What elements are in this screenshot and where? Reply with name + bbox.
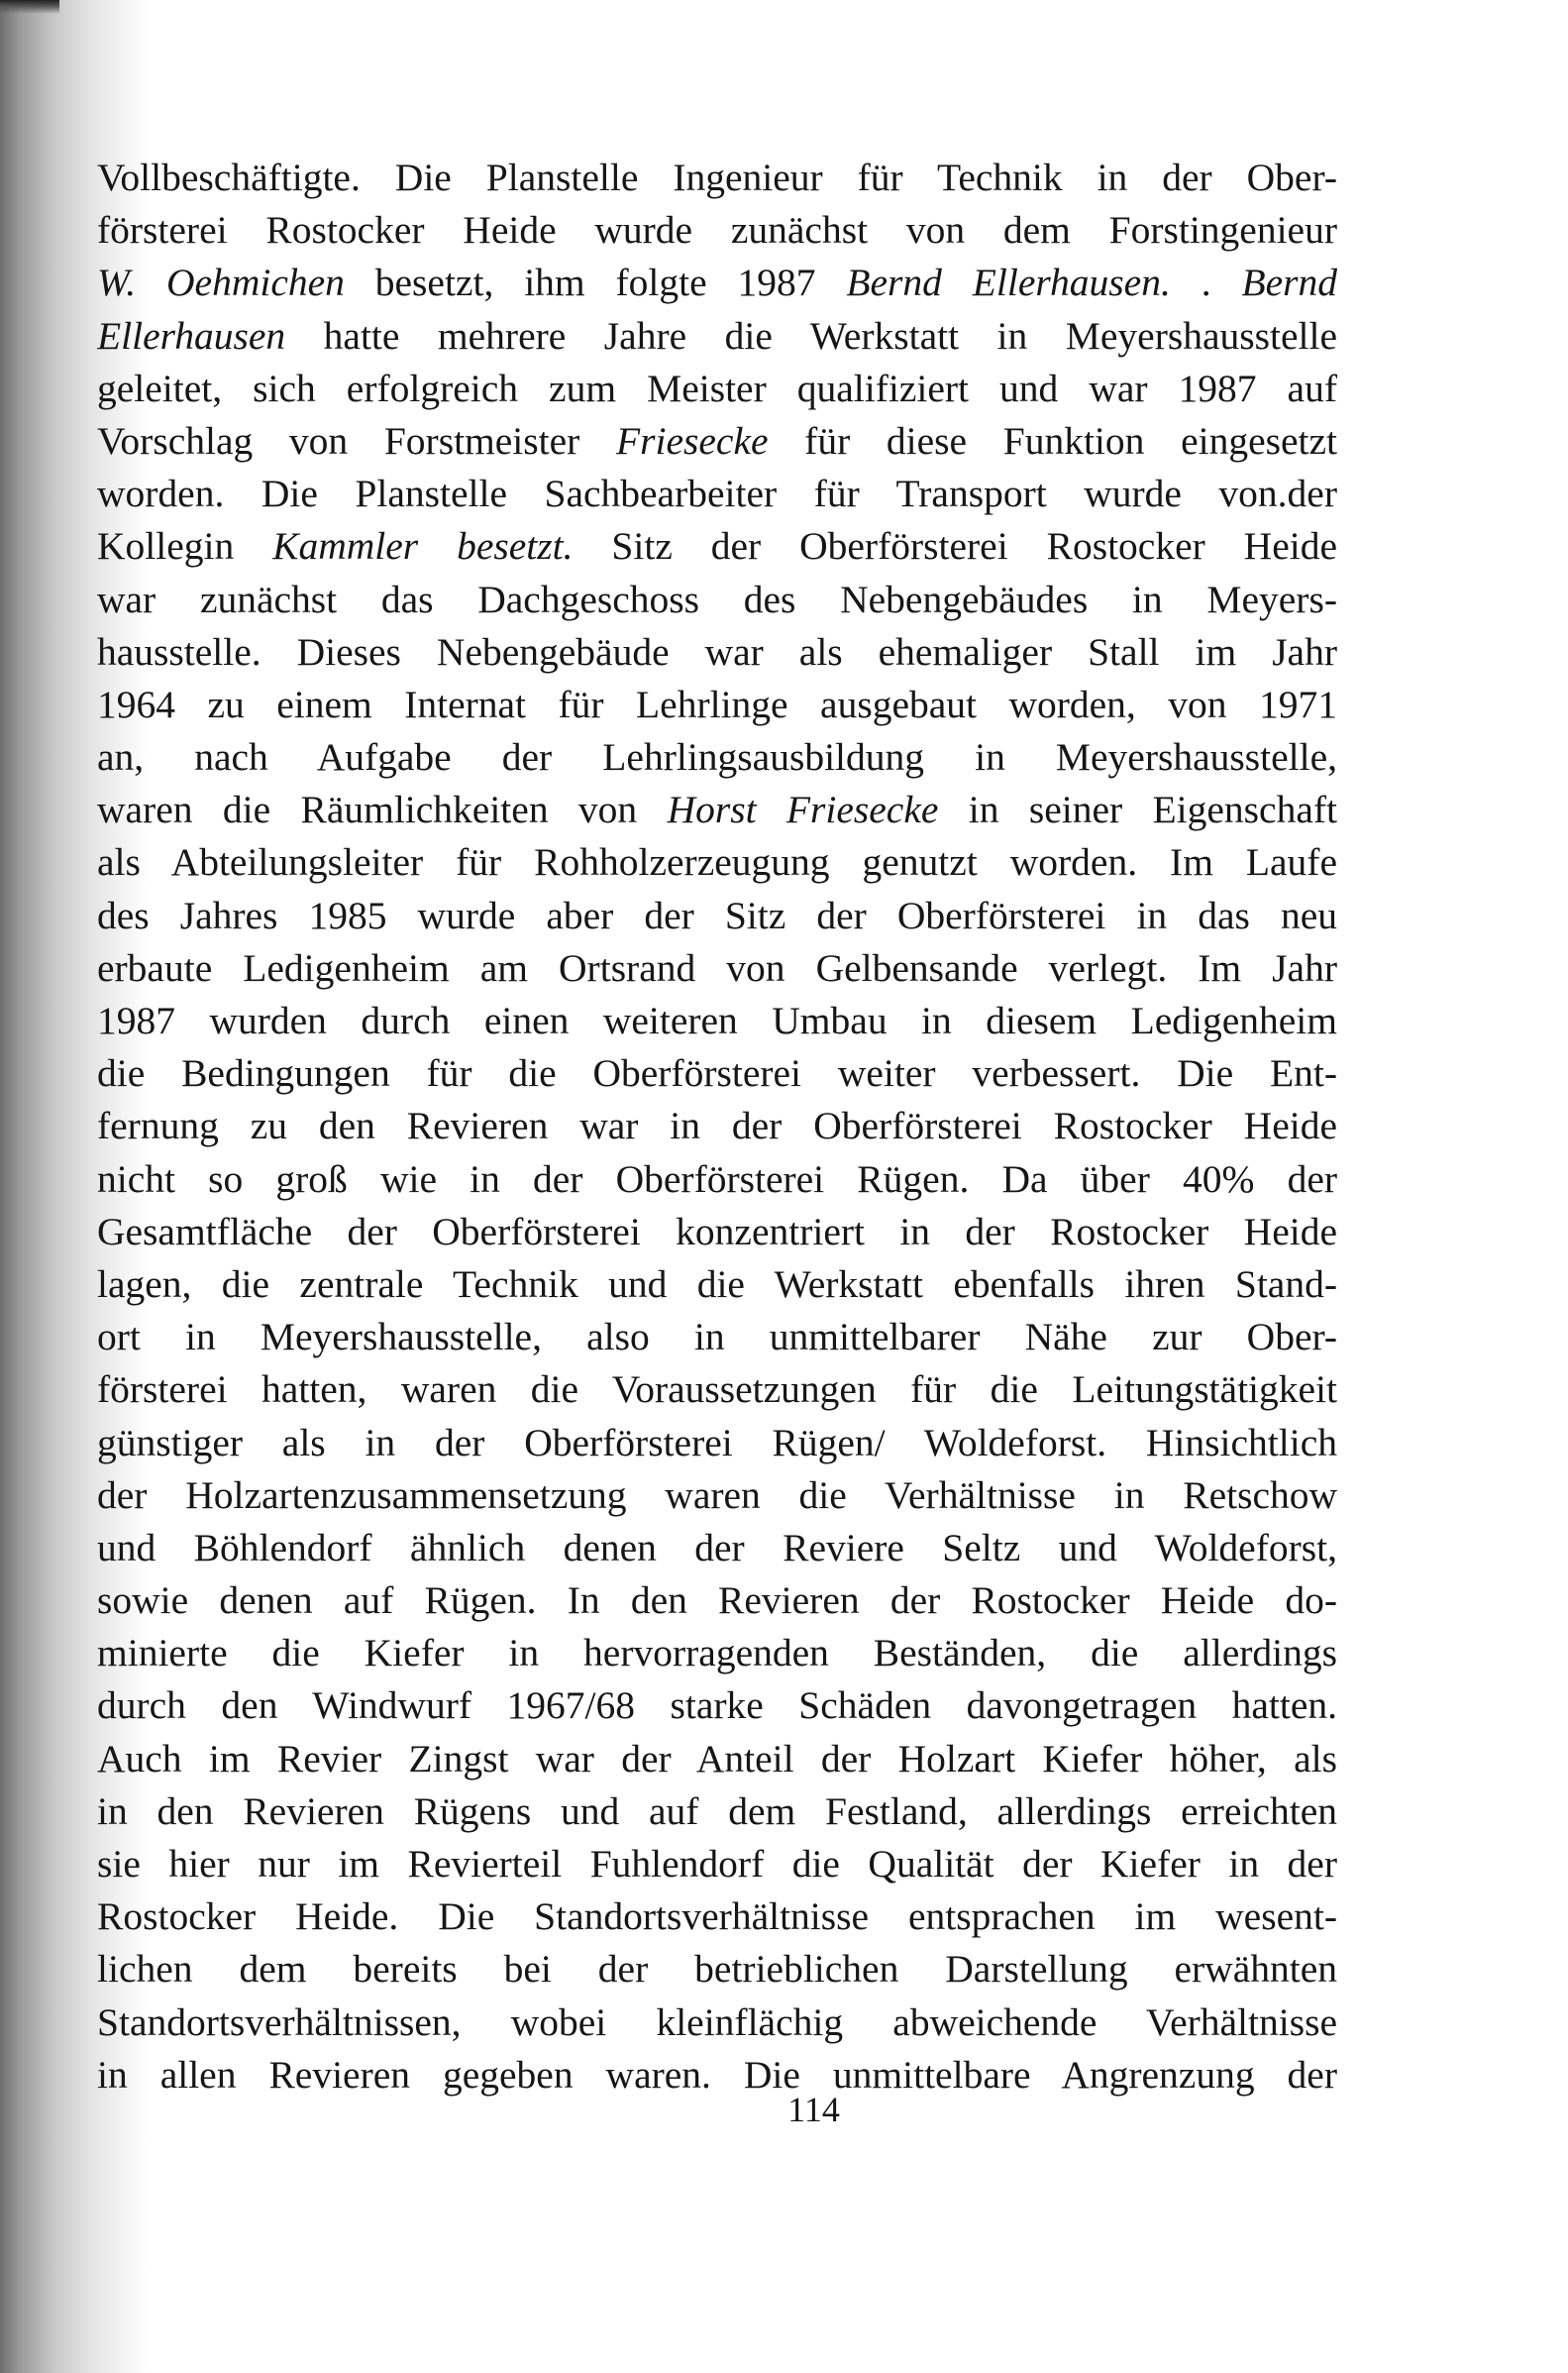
- text-run: nicht so groß wie in der Oberförsterei Rügen. Da über 40% der: [97, 1156, 1337, 1201]
- text-line: [97, 1363, 1337, 1416]
- text-run: minierte die Kiefer in hervorragenden Beständen, die allerdings: [97, 1631, 1337, 1675]
- text-line: [97, 731, 1337, 784]
- text-run: durch den Windwurf 1967/68 starke Schäden davongetragen hatten.: [97, 1683, 1337, 1728]
- text-line: [97, 574, 1337, 626]
- text-run: ort in Meyershausstelle, also in unmittelbarer Nähe zur Ober-: [97, 1315, 1337, 1359]
- text-line: [97, 626, 1337, 679]
- text-line: [97, 679, 1337, 731]
- text-run: .: [1170, 261, 1242, 305]
- text-run: Kollegin: [97, 524, 273, 569]
- text-run: försterei Rostocker Heide wurde zunächst von dem Forstingenieur: [97, 208, 1337, 253]
- text-line: [97, 1153, 1337, 1206]
- text-run: war zunächst das Dachgeschoss des Nebengebäudes in Meyers-: [97, 577, 1337, 621]
- text-run: 1987 wurden durch einen weiteren Umbau in diesem Ledigenheim: [97, 999, 1337, 1042]
- text-line: [97, 995, 1337, 1047]
- text-run: waren die Räumlichkeiten von: [97, 788, 668, 832]
- text-line: [97, 1311, 1337, 1363]
- text-line: [97, 1785, 1337, 1838]
- text-run: lagen, die zentrale Technik und die Werkstatt ebenfalls ihren Stand-: [97, 1261, 1337, 1306]
- text-line: [97, 1574, 1337, 1627]
- text-run: günstiger als in der Oberförsterei Rügen/ Woldeforst. Hinsichtlich: [97, 1420, 1337, 1464]
- text-line: [97, 1996, 1337, 2049]
- italic-name: Friesecke: [616, 418, 769, 463]
- text-line: [97, 1206, 1337, 1258]
- text-run: Vollbeschäftigte. Die Planstelle Ingenieur für Technik in der Ober-: [97, 156, 1337, 199]
- text-line: [97, 1100, 1337, 1152]
- text-run: in allen Revieren gegeben waren. Die unmittelbare Angrenzung der: [97, 2052, 1337, 2097]
- text-line: [97, 942, 1337, 995]
- text-run: hatte mehrere Jahre die Werkstatt in Meyershausstelle: [285, 313, 1337, 358]
- text-run: försterei hatten, waren die Voraussetzungen für die Leitungstätigkeit: [97, 1367, 1337, 1412]
- text-run: worden. Die Planstelle Sachbearbeiter für Transport wurde von.der: [97, 472, 1337, 516]
- text-run: lichen dem bereits bei der betrieblichen Darstellung erwähnten: [97, 1947, 1337, 1992]
- text-run: Auch im Revier Zingst war der Anteil der Holzart Kiefer höher, als: [97, 1736, 1337, 1780]
- italic-name: Horst Friesecke: [667, 788, 939, 832]
- italic-name: Ellerhausen: [97, 313, 286, 358]
- text-line: [97, 890, 1337, 942]
- text-line: [97, 204, 1337, 257]
- text-line: [97, 1733, 1337, 1785]
- text-line: [97, 415, 1337, 468]
- text-line: [97, 363, 1337, 415]
- scan-corner-shadow: [0, 0, 59, 14]
- text-line: [97, 1943, 1337, 1995]
- text-run: sowie denen auf Rügen. In den Revieren der Rostocker Heide do-: [97, 1578, 1337, 1623]
- text-run: besetzt, ihm folgte 1987: [344, 261, 847, 305]
- italic-name: Bernd Ellerhausen.: [846, 261, 1171, 305]
- text-run: und Böhlendorf ähnlich denen der Reviere Seltz und Woldeforst,: [97, 1525, 1337, 1569]
- text-line: [97, 257, 1337, 309]
- text-line: [97, 152, 1337, 204]
- text-run: erbaute Ledigenheim am Ortsrand von Gelbensande verlegt. Im Jahr: [97, 945, 1337, 990]
- text-run: als Abteilungsleiter für Rohholzerzeugung genutzt worden. Im Laufe: [97, 840, 1337, 885]
- text-line: [97, 1890, 1337, 1943]
- text-run: Rostocker Heide. Die Standortsverhältnisse entsprachen im wesent-: [97, 1894, 1337, 1939]
- text-run: fernung zu den Revieren war in der Oberförsterei Rostocker Heide: [97, 1104, 1337, 1148]
- text-run: der Holzartenzusammensetzung waren die Verhältnisse in Retschow: [97, 1472, 1337, 1517]
- italic-name: W. Oehmichen: [97, 261, 345, 305]
- text-line: [97, 1838, 1337, 1890]
- page-number: 114: [787, 2090, 840, 2129]
- italic-name: Bernd: [1241, 261, 1337, 305]
- text-run: hausstelle. Dieses Nebengebäude war als ehemaliger Stall im Jahr: [97, 629, 1337, 674]
- text-line: [97, 310, 1337, 363]
- text-line: [97, 1627, 1337, 1679]
- text-run: geleitet, sich erfolgreich zum Meister qualifiziert und war 1987 auf: [97, 366, 1337, 410]
- text-line: [97, 1522, 1337, 1574]
- italic-name: Kammler besetzt.: [272, 524, 574, 569]
- text-run: 1964 zu einem Internat für Lehrlinge ausgebaut worden, von 1971: [97, 682, 1337, 726]
- text-run: die Bedingungen für die Oberförsterei weiter verbessert. Die Ent-: [97, 1051, 1337, 1096]
- text-run: Gesamtfläche der Oberförsterei konzentriert in der Rostocker Heide: [97, 1209, 1337, 1253]
- text-run: an, nach Aufgabe der Lehrlingsausbildung in Meyershausstelle,: [97, 735, 1337, 780]
- text-line: [97, 784, 1337, 836]
- text-run: für diese Funktion eingesetzt: [768, 418, 1337, 463]
- text-run: in seiner Eigenschaft: [938, 788, 1337, 832]
- text-run: Standortsverhältnissen, wobei kleinflächig abweichende Verhältnisse: [97, 1999, 1337, 2044]
- text-line: [97, 1258, 1337, 1311]
- text-run: Vorschlag von Forstmeister: [97, 418, 616, 463]
- text-run: des Jahres 1985 wurde aber der Sitz der Oberförsterei in das neu: [97, 893, 1337, 937]
- text-line: [97, 836, 1337, 889]
- text-line: [97, 1469, 1337, 1522]
- body-text: [97, 152, 1337, 2102]
- text-line: [97, 1417, 1337, 1469]
- text-line: [97, 1679, 1337, 1732]
- text-run: Sitz der Oberförsterei Rostocker Heide: [573, 524, 1337, 569]
- text-run: in den Revieren Rügens und auf dem Festland, allerdings erreichten: [97, 1788, 1337, 1833]
- text-run: sie hier nur im Revierteil Fuhlendorf die Qualität der Kiefer in der: [97, 1842, 1337, 1886]
- text-line: [97, 468, 1337, 520]
- text-line: [97, 1047, 1337, 1100]
- text-line: [97, 520, 1337, 573]
